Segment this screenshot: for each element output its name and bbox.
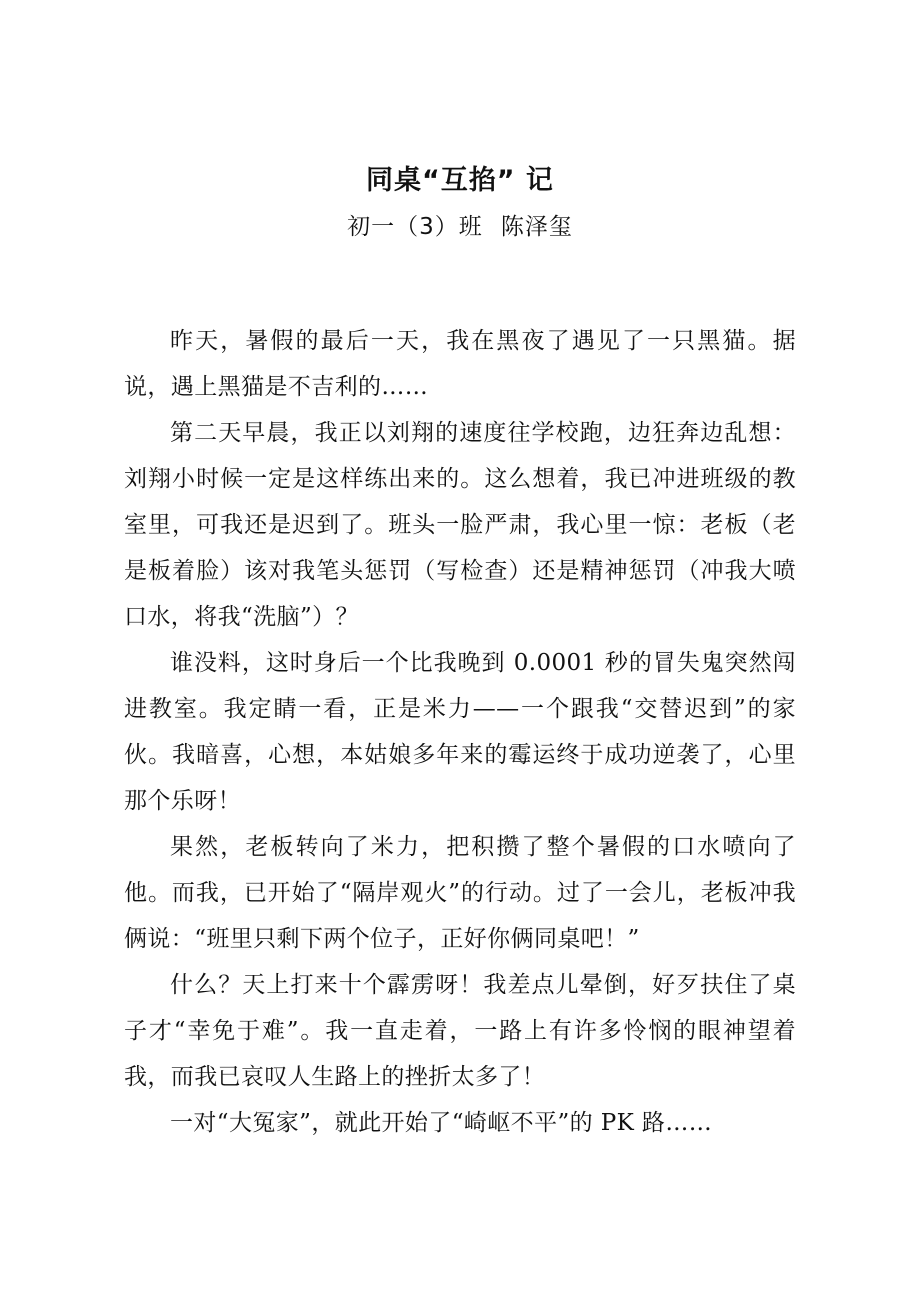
author-name: 陈泽玺 — [500, 214, 573, 240]
paragraph: 什么？天上打来十个霹雳呀！我差点儿晕倒，好歹扶住了桌子才“幸免于难”。我一直走着，一路上有许多怜悯的眼神望着我，而我已哀叹人生路上的挫折太多了！ — [124, 972, 796, 1090]
class-label: 初一（3）班 — [347, 214, 483, 240]
paragraph: 第二天早晨，我正以刘翔的速度往学校跑，边狂奔边乱想：刘翔小时候一定是这样练出来的。这么想着，我已冲进班级的教室里，可我还是迟到了。班头一脸严肃，我心里一惊：老板（老是板着脸）该对我笔头惩罚（写检查）还是精神惩罚（冲我大喷口水，将我“洗脑”）？ — [124, 420, 796, 630]
essay-byline — [0, 206, 920, 248]
essay-body — [124, 318, 796, 1146]
paragraph: 一对“大冤家”，就此开始了“崎岖不平”的 PK 路…… — [170, 1110, 713, 1136]
essay-title: 同桌“互掐” 记 — [366, 165, 554, 196]
paragraph: 果然，老板转向了米力，把积攒了整个暑假的口水喷向了他。而我，已开始了“隔岸观火”的行动。过了一会儿，老板冲我俩说：“班里只剩下两个位子，正好你俩同桌吧！” — [124, 834, 796, 952]
paragraph: 谁没料，这时身后一个比我晚到 0.0001 秒的冒失鬼突然闯进教室。我定睛一看，正是米力——一个跟我“交替迟到”的家伙。我暗喜，心想，本姑娘多年来的霉运终于成功逆袭了，心里那个乐呀！ — [124, 650, 796, 814]
paragraph: 昨天，暑假的最后一天，我在黑夜了遇见了一只黑猫。据说，遇上黑猫是不吉利的…… — [124, 328, 796, 400]
